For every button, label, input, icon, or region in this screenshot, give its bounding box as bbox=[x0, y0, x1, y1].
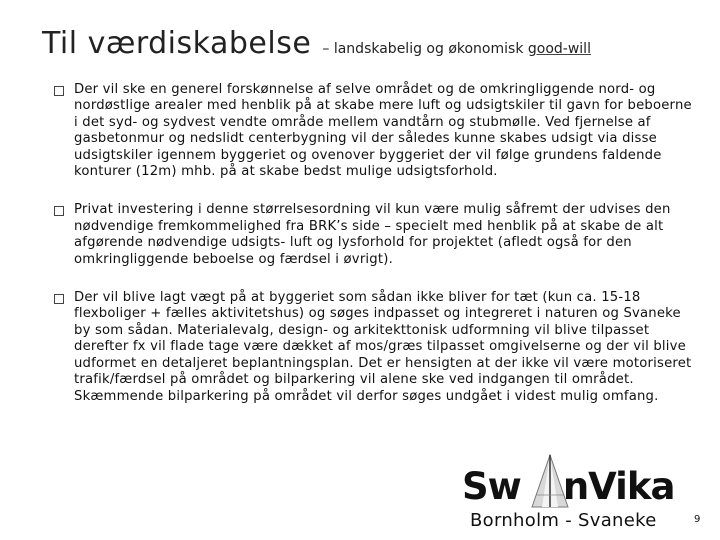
bullet-square-icon bbox=[54, 206, 64, 216]
bullet-text: Privat investering i denne størrelsesordning vil kun være mulig såfremt der udvises den nødvendige fremkommelighed fra BRK’s side – specielt med henblik på at skabe de alt afgørende nødvendige udsigts- luft og lysforhold for projektet (afledt også for den omkringliggende beboelse og færdsel i øvrigt). bbox=[74, 202, 671, 267]
logo-word-left: Sw bbox=[462, 465, 521, 508]
bullet-square-icon bbox=[54, 294, 64, 304]
logo-tagline: Bornholm - Svaneke bbox=[470, 510, 657, 531]
bullet-item bbox=[50, 202, 698, 268]
bullet-item bbox=[50, 82, 698, 180]
slide-title-row bbox=[42, 26, 591, 61]
page-number: 9 bbox=[694, 514, 701, 525]
bullet-list bbox=[50, 82, 698, 427]
logo-word-right: nVika bbox=[562, 465, 675, 508]
water-tower-icon bbox=[528, 453, 572, 509]
bullet-text: Der vil blive lagt vægt på at byggeriet som sådan ikke bliver for tæt (kun ca. 15-18 flexboliger + fælles aktivitetshus) og søges indpasset og integreret i naturen og Svaneke by som sådan. Materialevalg, design- og arkitekttonisk udformning vil blive tilpasset derefter fx vil flade tage være dækket af mos/græs tilpasset omgivelserne og der vil blive udformet en detaljeret beplantningsplan. Det er hensigten at der ikke vil være motoriseret trafik/færdsel på området og bilparkering vil alene ske ved indgangen til området. Skæmmende bilparkering på området vil derfor søges undgået i videst mulig omfang. bbox=[74, 290, 692, 404]
swanvika-logo bbox=[460, 453, 675, 533]
bullet-square-icon bbox=[54, 86, 64, 96]
subtitle-prefix: – landskabelig og økonomisk bbox=[322, 41, 524, 57]
bullet-item bbox=[50, 290, 698, 405]
slide-subtitle bbox=[322, 41, 591, 57]
bullet-text: Der vil ske en generel forskønnelse af selve området og de omkringliggende nord- og nordøstlige arealer med henblik på at skabe mere luft og udsigtskiler til gavn for beboerne i det syd- og sydvest vendte område mellem vandtårn og stubmølle. Ved fjernelse af gasbetonmur og nedslidt centerbygning vil der således kunne skabes udsigt via disse udsigtskiler igennem byggeriet og ovenover byggeriet der vil følge grundens faldende konturer (12m) mhb. på at skabe bedst mulige udsigtsforhold. bbox=[74, 82, 692, 180]
subtitle-underlined: good-will bbox=[527, 41, 591, 57]
slide-title: Til værdiskabelse bbox=[42, 26, 312, 61]
